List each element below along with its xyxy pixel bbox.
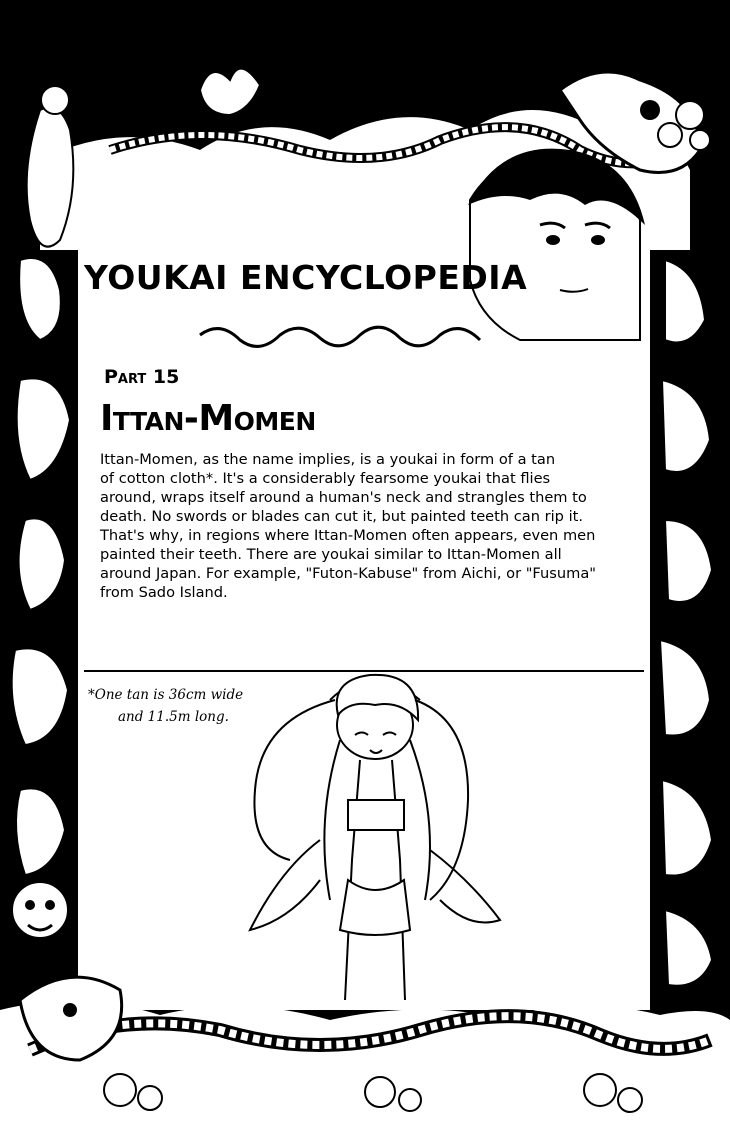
description-line: around, wraps itself around a human's neck and strangles them to [100, 489, 587, 506]
title-scroll-ornament [200, 327, 480, 346]
page-title: YOUKAI ENCYCLOPEDIA [84, 258, 528, 297]
description-line: of cotton cloth*. It's a considerably fearsome youkai that flies [100, 470, 551, 487]
description-line: That's why, in regions where Ittan-Momen often appears, even men [100, 527, 596, 544]
description-line: painted their teeth. There are youkai similar to Ittan-Momen all [100, 546, 562, 563]
part-label: Part 15 [104, 366, 180, 388]
description-line: from Sado Island. [100, 584, 228, 601]
footnote-line: and 11.5m long. [118, 709, 229, 725]
footnote [88, 684, 288, 728]
section-divider [84, 670, 644, 672]
flame-top-left [200, 69, 260, 115]
description-line: around Japan. For example, "Futon-Kabuse" from Aichi, or "Fusuma" [100, 565, 596, 582]
hero-portrait [468, 149, 645, 340]
skull-cluster [676, 101, 704, 129]
entry-name: Ittan-Momen [100, 398, 316, 439]
entry-description [100, 450, 640, 602]
right-border-ornaments [660, 260, 712, 986]
footnote-line: *One tan is 36cm wide [88, 687, 244, 703]
description-line: Ittan-Momen, as the name implies, is a youkai in form of a tan [100, 451, 556, 468]
left-border-ornaments [12, 258, 70, 938]
description-line: death. No swords or blades can cut it, but painted teeth can rip it. [100, 508, 583, 525]
